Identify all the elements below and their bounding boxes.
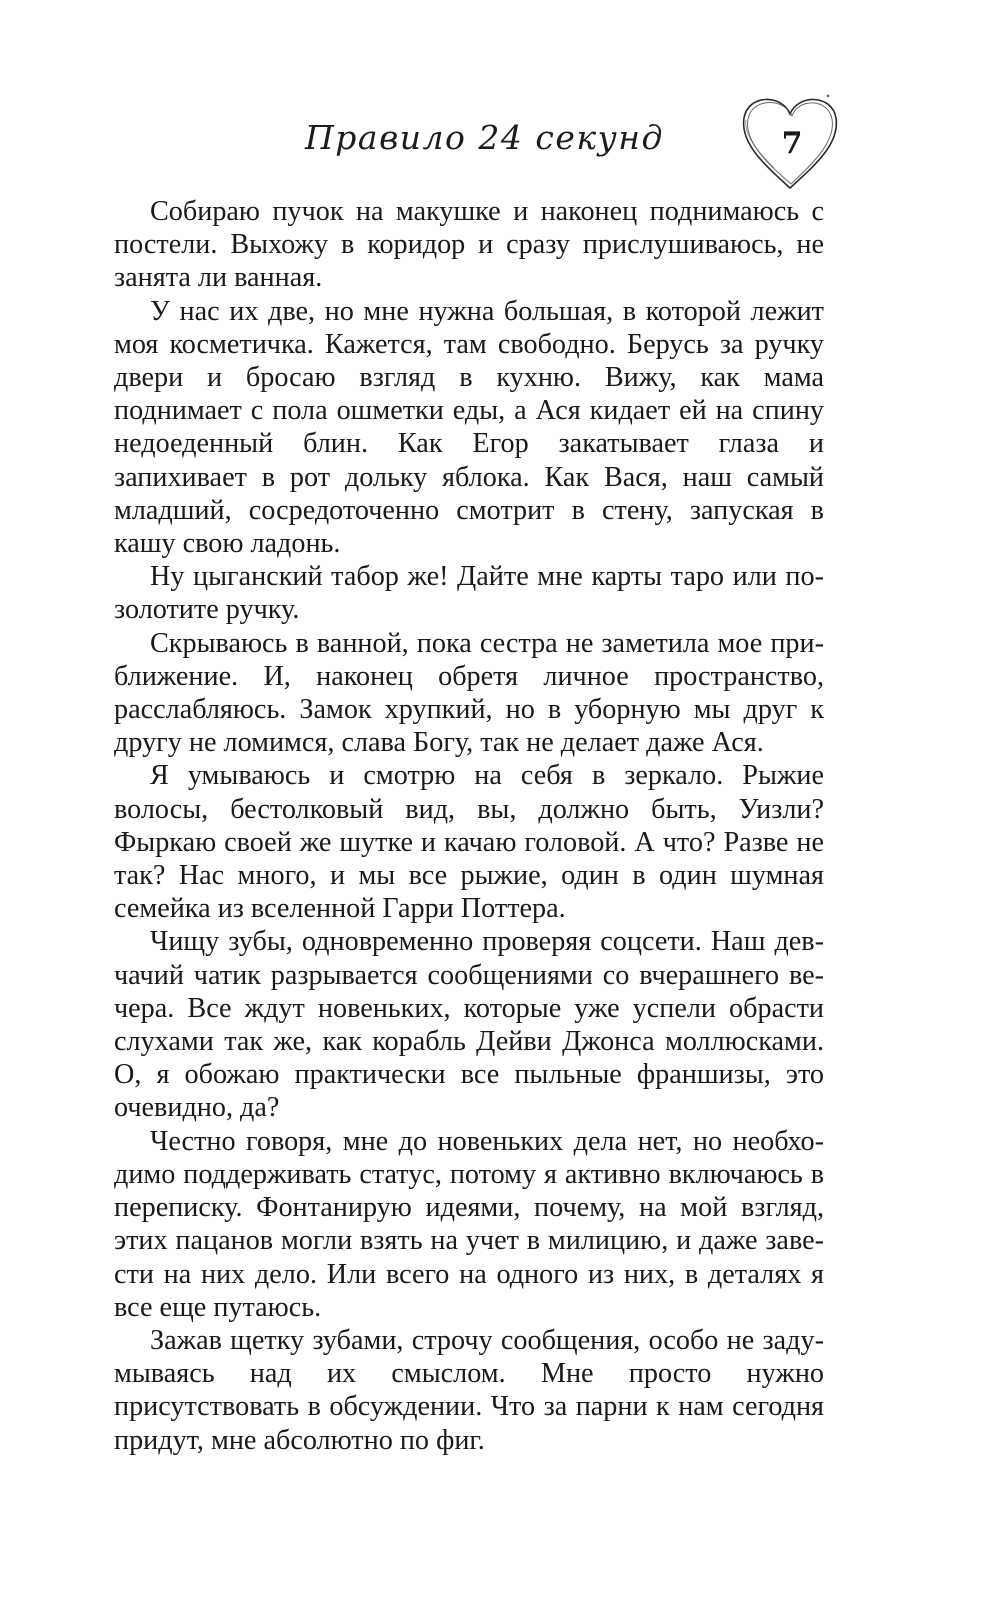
paragraph: Скрываюсь в ванной, пока сестра не заметила мое приближение. И, наконец обретя личное пространство, расслабляюсь. Замок хрупкий, но в уборную мы друг к другу не ломимся, слава Богу, так не делает даже Ася. — [114, 627, 824, 759]
paragraph: Я умываюсь и смотрю на себя в зеркало. Рыжие волосы, бестолковый вид, вы, должно быть, Уизли? Фыркаю своей же шутке и качаю головой. А что? Разве не так? Нас много, и мы все рыжие, один в один шумная семейка из вселенной Гарри Поттера. — [114, 760, 824, 925]
body-text — [114, 195, 824, 1457]
page-number: 7 — [781, 126, 803, 161]
page-number-badge — [732, 86, 852, 196]
running-title: Правило 24 секунд — [305, 118, 664, 157]
paragraph: Зажав щетку зубами, строчу сообщения, особо не задумываясь над их смыслом. Мне просто нужно присутствовать в обсуждении. Что за парни к нам сегодня придут, мне абсолютно по фиг. — [114, 1324, 824, 1456]
paragraph: Чищу зубы, одновременно проверяя соцсети. Наш девчачий чатик разрывается сообщениями со вчерашнего вечера. Все ждут новеньких, которые уже успели обрасти слухами так же, как корабль Дейви Джонса моллюсками. О, я обожаю практически все пыльные франшизы, это очевидно, да? — [114, 926, 824, 1124]
paragraph: Честно говоря, мне до новеньких дела нет, но необходимо поддерживать статус, потому я активно включаюсь в переписку. Фонтанирую идеями, почему, на мой взгляд, этих пацанов могли взять на учет в милицию, и даже завести на них дело. Или всего на одного из них, в деталях я все еще путаюсь. — [114, 1125, 824, 1323]
paragraph: Ну цыганский табор же! Дайте мне карты таро или позолотите ручку. — [114, 561, 824, 626]
paragraph: Собираю пучок на макушке и наконец поднимаюсь с постели. Выхожу в коридор и сразу прислушиваюсь, не занята ли ванная. — [114, 196, 824, 294]
paragraph: У нас их две, но мне нужна большая, в которой лежит моя косметичка. Кажется, там свободно. Берусь за ручку двери и бросаю взгляд в кухню. Вижу, как мама поднимает с пола ошметки еды, а Ася кидает ей на спину недоеденный блин. Как Егор закатывает глаза и запихивает в рот дольку яблока. Как Вася, наш самый младший, сосредоточенно смотрит в стену, запуская в кашу свою ладонь. — [114, 295, 824, 560]
